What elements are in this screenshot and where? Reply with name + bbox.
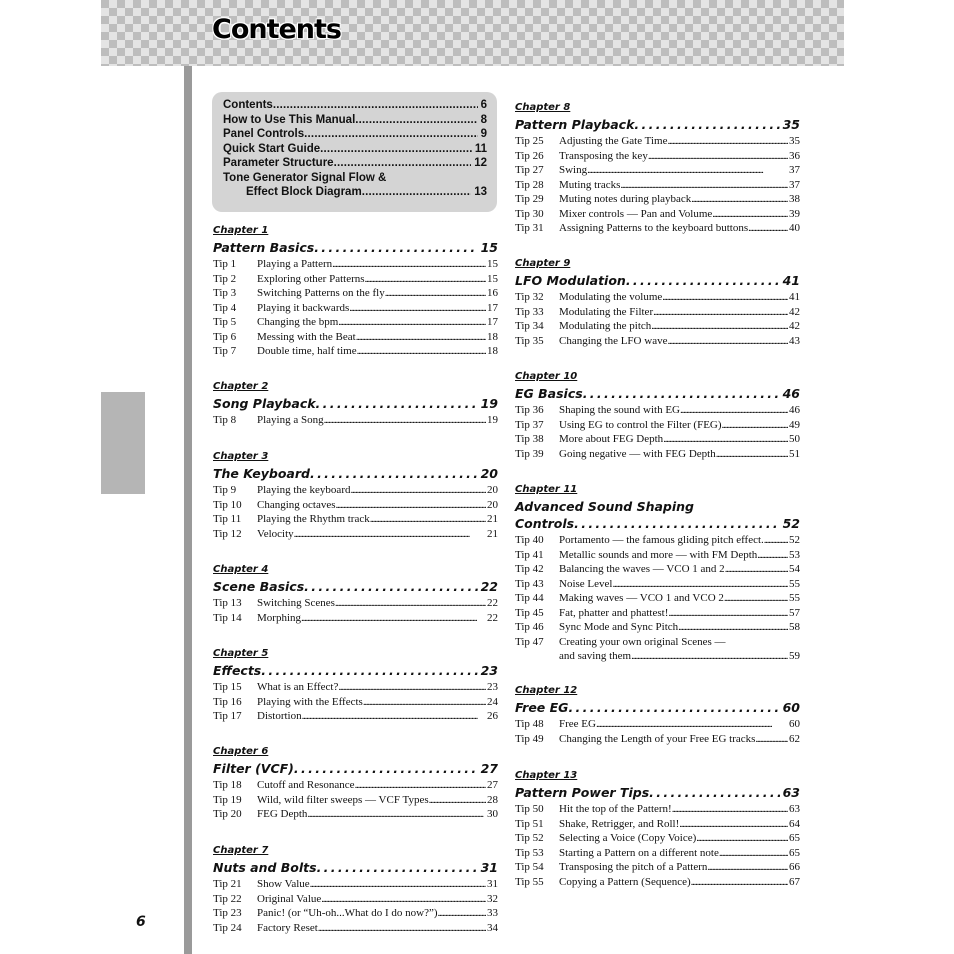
chapter-label: Chapter 6 [213, 746, 269, 757]
tip-entry[interactable]: Tip 39 Going negative — with FEG Depth . . . 51 [515, 447, 800, 462]
front-matter-box [212, 92, 497, 212]
toc-entry[interactable]: How to Use This Manual . . . 8 [223, 113, 487, 128]
chapter-7 [213, 843, 498, 935]
tip-entry[interactable]: Tip 32 Modulating the volume . . . 41 [515, 290, 800, 305]
chapter-5 [213, 646, 498, 724]
toc-entry[interactable]: Parameter Structure . . . 12 [223, 156, 487, 171]
chapter-label: Chapter 1 [213, 225, 269, 236]
chapter-label: Chapter 7 [213, 845, 269, 856]
tip-entry[interactable]: Tip 53 Starting a Pattern on a different note . . . 65 [515, 846, 800, 861]
tip-entry[interactable]: Tip 15 What is an Effect? . . . 23 [213, 680, 498, 695]
chapter-label: Chapter 8 [515, 102, 571, 113]
tip-entry[interactable]: Tip 51 Shake, Retrigger, and Roll! . . . 64 [515, 817, 800, 832]
tip-entry[interactable]: Tip 20 FEG Depth . . . 30 [213, 807, 498, 822]
tip-entry[interactable]: Tip 41 Metallic sounds and more — with FM Depth . . . 53 [515, 548, 800, 563]
chapter-title[interactable]: Free EG . . . 60 [515, 699, 800, 716]
chapter-title[interactable]: Song Playback . . . 19 [213, 395, 498, 412]
tip-entry[interactable]: Tip 25 Adjusting the Gate Time . . . 35 [515, 134, 800, 149]
tip-entry[interactable]: Tip 45 Fat, phatter and phattest! . . . 57 [515, 606, 800, 621]
tip-entry[interactable]: Tip 55 Copying a Pattern (Sequence) . . . 67 [515, 875, 800, 890]
chapter-10 [515, 369, 800, 461]
tip-entry-continued[interactable]: and saving them . . . 59 [515, 649, 800, 664]
tip-entry[interactable]: Tip 43 Noise Level . . . 55 [515, 577, 800, 592]
tip-entry[interactable]: Tip 18 Cutoff and Resonance . . . 27 [213, 778, 498, 793]
tip-entry[interactable]: Tip 3 Switching Patterns on the fly . . . 16 [213, 286, 498, 301]
tip-entry[interactable]: Tip 4 Playing it backwards . . . 17 [213, 301, 498, 316]
tip-entry[interactable]: Tip 47 Creating your own original Scenes — [515, 635, 726, 648]
tip-entry[interactable]: Tip 9 Playing the keyboard . . . 20 [213, 483, 498, 498]
tip-entry[interactable]: Tip 40 Portamento — the famous gliding pitch effect. . . . 52 [515, 533, 800, 548]
chapter-label: Chapter 4 [213, 564, 269, 575]
chapter-title[interactable]: Filter (VCF) . . . 27 [213, 760, 498, 777]
tip-entry[interactable]: Tip 7 Double time, half time . . . 18 [213, 344, 498, 359]
tip-entry[interactable]: Tip 14 Morphing . . . 22 [213, 611, 498, 626]
page-title: Contents [212, 14, 342, 45]
tip-entry[interactable]: Tip 48 Free EG . . . 60 [515, 717, 800, 732]
chapter-label: Chapter 10 [515, 371, 578, 382]
chapter-13 [515, 768, 800, 889]
tip-entry[interactable]: Tip 54 Transposing the pitch of a Pattern . . . 66 [515, 860, 800, 875]
tip-entry[interactable]: Tip 26 Transposing the key . . . 36 [515, 149, 800, 164]
toc-entry[interactable]: Effect Block Diagram . . . 13 [223, 185, 487, 200]
tip-entry[interactable]: Tip 17 Distortion . . . 26 [213, 709, 498, 724]
tip-entry[interactable]: Tip 27 Swing . . . 37 [515, 163, 800, 178]
chapter-label: Chapter 11 [515, 484, 578, 495]
chapter-title[interactable]: Pattern Basics . . . 15 [213, 239, 498, 256]
tip-entry[interactable]: Tip 50 Hit the top of the Pattern! . . . 63 [515, 802, 800, 817]
tip-entry[interactable]: Tip 29 Muting notes during playback . . . 38 [515, 192, 800, 207]
tip-entry[interactable]: Tip 16 Playing with the Effects . . . 24 [213, 695, 498, 710]
tip-entry[interactable]: Tip 52 Selecting a Voice (Copy Voice) . . . 65 [515, 831, 800, 846]
chapter-title[interactable]: Controls . . . 52 [515, 515, 800, 532]
toc-entry[interactable]: Quick Start Guide . . . 11 [223, 142, 487, 157]
tip-entry[interactable]: Tip 44 Making waves — VCO 1 and VCO 2 . . . 55 [515, 591, 800, 606]
chapter-label: Chapter 9 [515, 258, 571, 269]
chapter-title[interactable]: Pattern Playback . . . 35 [515, 116, 800, 133]
chapter-title[interactable]: LFO Modulation . . . 41 [515, 272, 800, 289]
tip-entry[interactable]: Tip 30 Mixer controls — Pan and Volume . . . 39 [515, 207, 800, 222]
chapter-9 [515, 256, 800, 348]
tip-entry[interactable]: Tip 28 Muting tracks . . . 37 [515, 178, 800, 193]
chapter-3 [213, 449, 498, 541]
chapter-label: Chapter 2 [213, 381, 269, 392]
chapter-6 [213, 744, 498, 822]
chapter-12 [515, 683, 800, 746]
tip-entry[interactable]: Tip 21 Show Value . . . 31 [213, 877, 498, 892]
tip-entry[interactable]: Tip 24 Factory Reset . . . 34 [213, 921, 498, 936]
section-tab [101, 392, 145, 494]
tip-entry[interactable]: Tip 31 Assigning Patterns to the keyboard buttons . . . 40 [515, 221, 800, 236]
chapter-label: Chapter 12 [515, 685, 578, 696]
tip-entry[interactable]: Tip 12 Velocity . . . 21 [213, 527, 498, 542]
tip-entry[interactable]: Tip 13 Switching Scenes . . . 22 [213, 596, 498, 611]
chapter-11 [515, 482, 800, 664]
tip-entry[interactable]: Tip 36 Shaping the sound with EG . . . 46 [515, 403, 800, 418]
tip-entry[interactable]: Tip 2 Exploring other Patterns . . . 15 [213, 272, 498, 287]
chapter-title[interactable]: Nuts and Bolts . . . 31 [213, 859, 498, 876]
chapter-label: Chapter 5 [213, 648, 269, 659]
tip-entry[interactable]: Tip 22 Original Value . . . 32 [213, 892, 498, 907]
tip-entry[interactable]: Tip 10 Changing octaves . . . 20 [213, 498, 498, 513]
tip-entry[interactable]: Tip 6 Messing with the Beat . . . 18 [213, 330, 498, 345]
toc-entry[interactable]: Tone Generator Signal Flow & [223, 171, 387, 184]
chapter-title[interactable]: Scene Basics . . . 22 [213, 578, 498, 595]
chapter-label: Chapter 3 [213, 451, 269, 462]
toc-entry[interactable]: Contents . . . 6 [223, 98, 487, 113]
tip-entry[interactable]: Tip 8 Playing a Song . . . 19 [213, 413, 498, 428]
chapter-label: Chapter 13 [515, 770, 578, 781]
tip-entry[interactable]: Tip 38 More about FEG Depth . . . 50 [515, 432, 800, 447]
tip-entry[interactable]: Tip 1 Playing a Pattern . . . 15 [213, 257, 498, 272]
margin-rule [184, 66, 192, 954]
tip-entry[interactable]: Tip 34 Modulating the pitch . . . 42 [515, 319, 800, 334]
tip-entry[interactable]: Tip 42 Balancing the waves — VCO 1 and 2 . . . 54 [515, 562, 800, 577]
chapter-title[interactable]: Effects . . . 23 [213, 662, 498, 679]
tip-entry[interactable]: Tip 23 Panic! (or “Uh-oh...What do I do now?”) . . . 33 [213, 906, 498, 921]
tip-entry[interactable]: Tip 19 Wild, wild filter sweeps — VCF Types . . . 28 [213, 793, 498, 808]
chapter-4 [213, 562, 498, 625]
chapter-title[interactable]: EG Basics . . . 46 [515, 385, 800, 402]
tip-entry[interactable]: Tip 11 Playing the Rhythm track . . . 21 [213, 512, 498, 527]
chapter-2 [213, 379, 498, 428]
tip-entry[interactable]: Tip 35 Changing the LFO wave . . . 43 [515, 334, 800, 349]
tip-entry[interactable]: Tip 46 Sync Mode and Sync Pitch . . . 58 [515, 620, 800, 635]
chapter-title-line1: Advanced Sound Shaping [515, 499, 695, 514]
tip-entry[interactable]: Tip 5 Changing the bpm . . . 17 [213, 315, 498, 330]
chapter-title[interactable]: The Keyboard . . . 20 [213, 465, 498, 482]
toc-entry[interactable]: Panel Controls . . . 9 [223, 127, 487, 142]
chapter-1 [213, 223, 498, 359]
page-number: 6 [136, 914, 146, 930]
tip-entry[interactable]: Tip 33 Modulating the Filter . . . 42 [515, 305, 800, 320]
chapter-title[interactable]: Pattern Power Tips . . . 63 [515, 784, 800, 801]
tip-entry[interactable]: Tip 37 Using EG to control the Filter (FEG) . . . 49 [515, 418, 800, 433]
tip-entry[interactable]: Tip 49 Changing the Length of your Free EG tracks . . . 62 [515, 732, 800, 747]
chapter-8 [515, 100, 800, 236]
